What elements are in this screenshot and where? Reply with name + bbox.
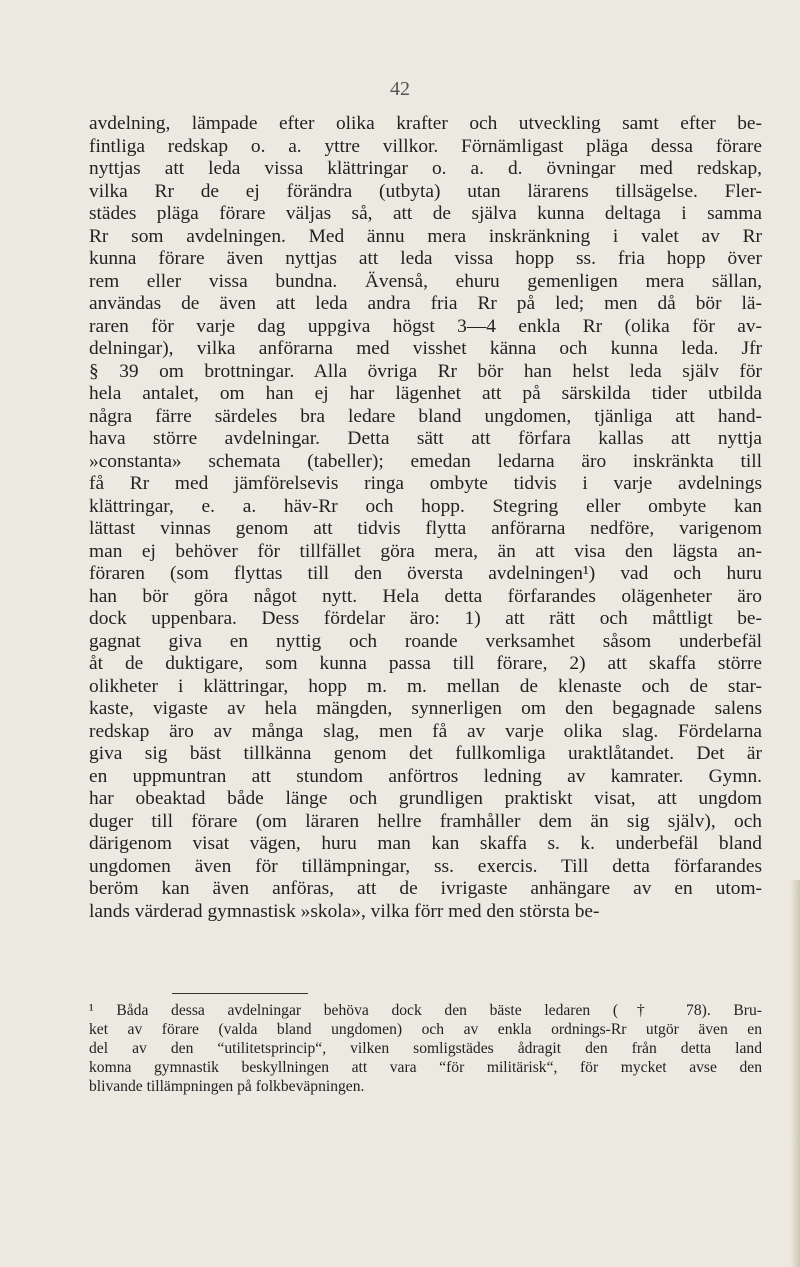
text-line: åt de duktigare, som kunna passa till förare, 2) att skaffa större [89,653,762,674]
text-line: nyttjas att leda vissa klättringar o. a. d. övningar med redskap, [89,158,762,179]
text-line: hava större avdelningar. Detta sätt att förfara kallas att nyttja [89,428,762,449]
footnote-line: del av den “utilitetsprincip“, vilken somligstädes ådragit den från detta land [89,1040,762,1057]
text-line: § 39 om brottningar. Alla övriga Rr bör han helst leda själv för [89,360,762,382]
text-line: få Rr med jämförelsevis ringa ombyte tidvis i varje avdelnings [89,473,762,494]
text-line: delningar), vilka anförarna med visshet känna och kunna leda. Jfr [89,338,762,359]
footnote-line: ¹ Båda dessa avdelningar behöva dock den bäste ledaren († 78). Bru- [89,1002,762,1019]
text-line: har obeaktad både länge och grundligen praktiskt visat, att ungdom [89,788,762,809]
text-line: beröm kan även anföras, att de ivrigaste anhängare av en utom- [89,878,762,899]
text-line: han bör göra något nytt. Hela detta förfarandes olägenheter äro [89,585,762,607]
text-line: några färre särdeles bra ledare bland ungdomen, tjänliga att hand- [89,405,762,427]
text-line: avdelning, lämpade efter olika krafter och utveckling samt efter be- [89,113,762,134]
text-line: användas de även att leda andra fria Rr på led; men då bör lä- [89,293,762,314]
page-edge-stain [790,880,800,1267]
text-line: giva sig bäst tillkänna genom det fullkomliga uraktlåtandet. Det är [89,743,762,764]
text-line: lands värderad gymnastisk »skola», vilka förr med den största be- [89,900,600,922]
text-line: lättast vinnas genom att tidvis flytta anförarna nedföre, varigenom [89,518,762,539]
text-line: olikheter i klättringar, hopp m. m. mellan de klenaste och de star- [89,675,762,697]
text-line: Rr som avdelningen. Med ännu mera inskränkning i valet av Rr [89,225,762,247]
text-line: kunna förare även nyttjas att leda vissa hopp ss. fria hopp över [89,248,762,269]
text-line: fintliga redskap o. a. yttre villkor. Förnämligast pläga dessa förare [89,135,762,157]
footnote-line: ket av förare (valda bland ungdomen) och av enkla ordnings-Rr utgör även en [89,1021,762,1038]
text-line: städes pläga förare väljas så, att de själva kunna deltaga i samma [89,203,762,224]
text-line: en uppmuntran att stundom anförtros ledning av kamrater. Gymn. [89,765,762,787]
text-line: dock uppenbara. Dess fördelar äro: 1) att rätt och måttligt be- [89,608,762,629]
text-line: föraren (som flyttas till den översta avdelningen¹) vad och huru [89,563,762,584]
text-line: gagnat giva en nyttig och roande verksamhet såsom underbefäl [89,630,762,652]
text-line: man ej behöver för tillfället göra mera, än att visa den lägsta an- [89,540,762,562]
footnote-rule [172,993,308,994]
text-line: rem eller vissa bundna. Ävenså, ehuru gemenligen mera sällan, [89,270,762,292]
footnote-line: komna gymnastik beskyllningen att vara “för militärisk“, för mycket avse den [89,1059,762,1076]
footnote-line: blivande tillämpningen på folkbeväpningen. [89,1078,365,1095]
text-line: hela antalet, om han ej har lägenhet att på särskilda tider utbilda [89,383,762,404]
text-line: därigenom visat vägen, huru man kan skaffa s. k. underbefäl bland [89,833,762,854]
text-line: »constanta» schemata (tabeller); emedan ledarna äro inskränkta till [89,450,762,472]
text-line: vilka Rr de ej förändra (utbyta) utan lärarens tillsägelse. Fler- [89,180,762,202]
body-text [89,113,762,923]
page-number: 42 [390,78,410,100]
text-line: raren för varje dag uppgiva högst 3—4 enkla Rr (olika för av- [89,315,762,337]
text-line: ungdomen även för tillämpningar, ss. exercis. Till detta förfarandes [89,855,762,877]
text-line: kaste, vigaste av hela mängden, synnerligen om den begagnade salens [89,698,762,719]
text-line: duger till förare (om läraren hellre framhåller dem än sig själv), och [89,810,762,832]
footnote [89,1001,762,1096]
text-line: klättringar, e. a. häv-Rr och hopp. Stegring eller ombyte kan [89,495,762,517]
text-line: redskap äro av många slag, men få av varje olika slag. Fördelarna [89,720,762,742]
